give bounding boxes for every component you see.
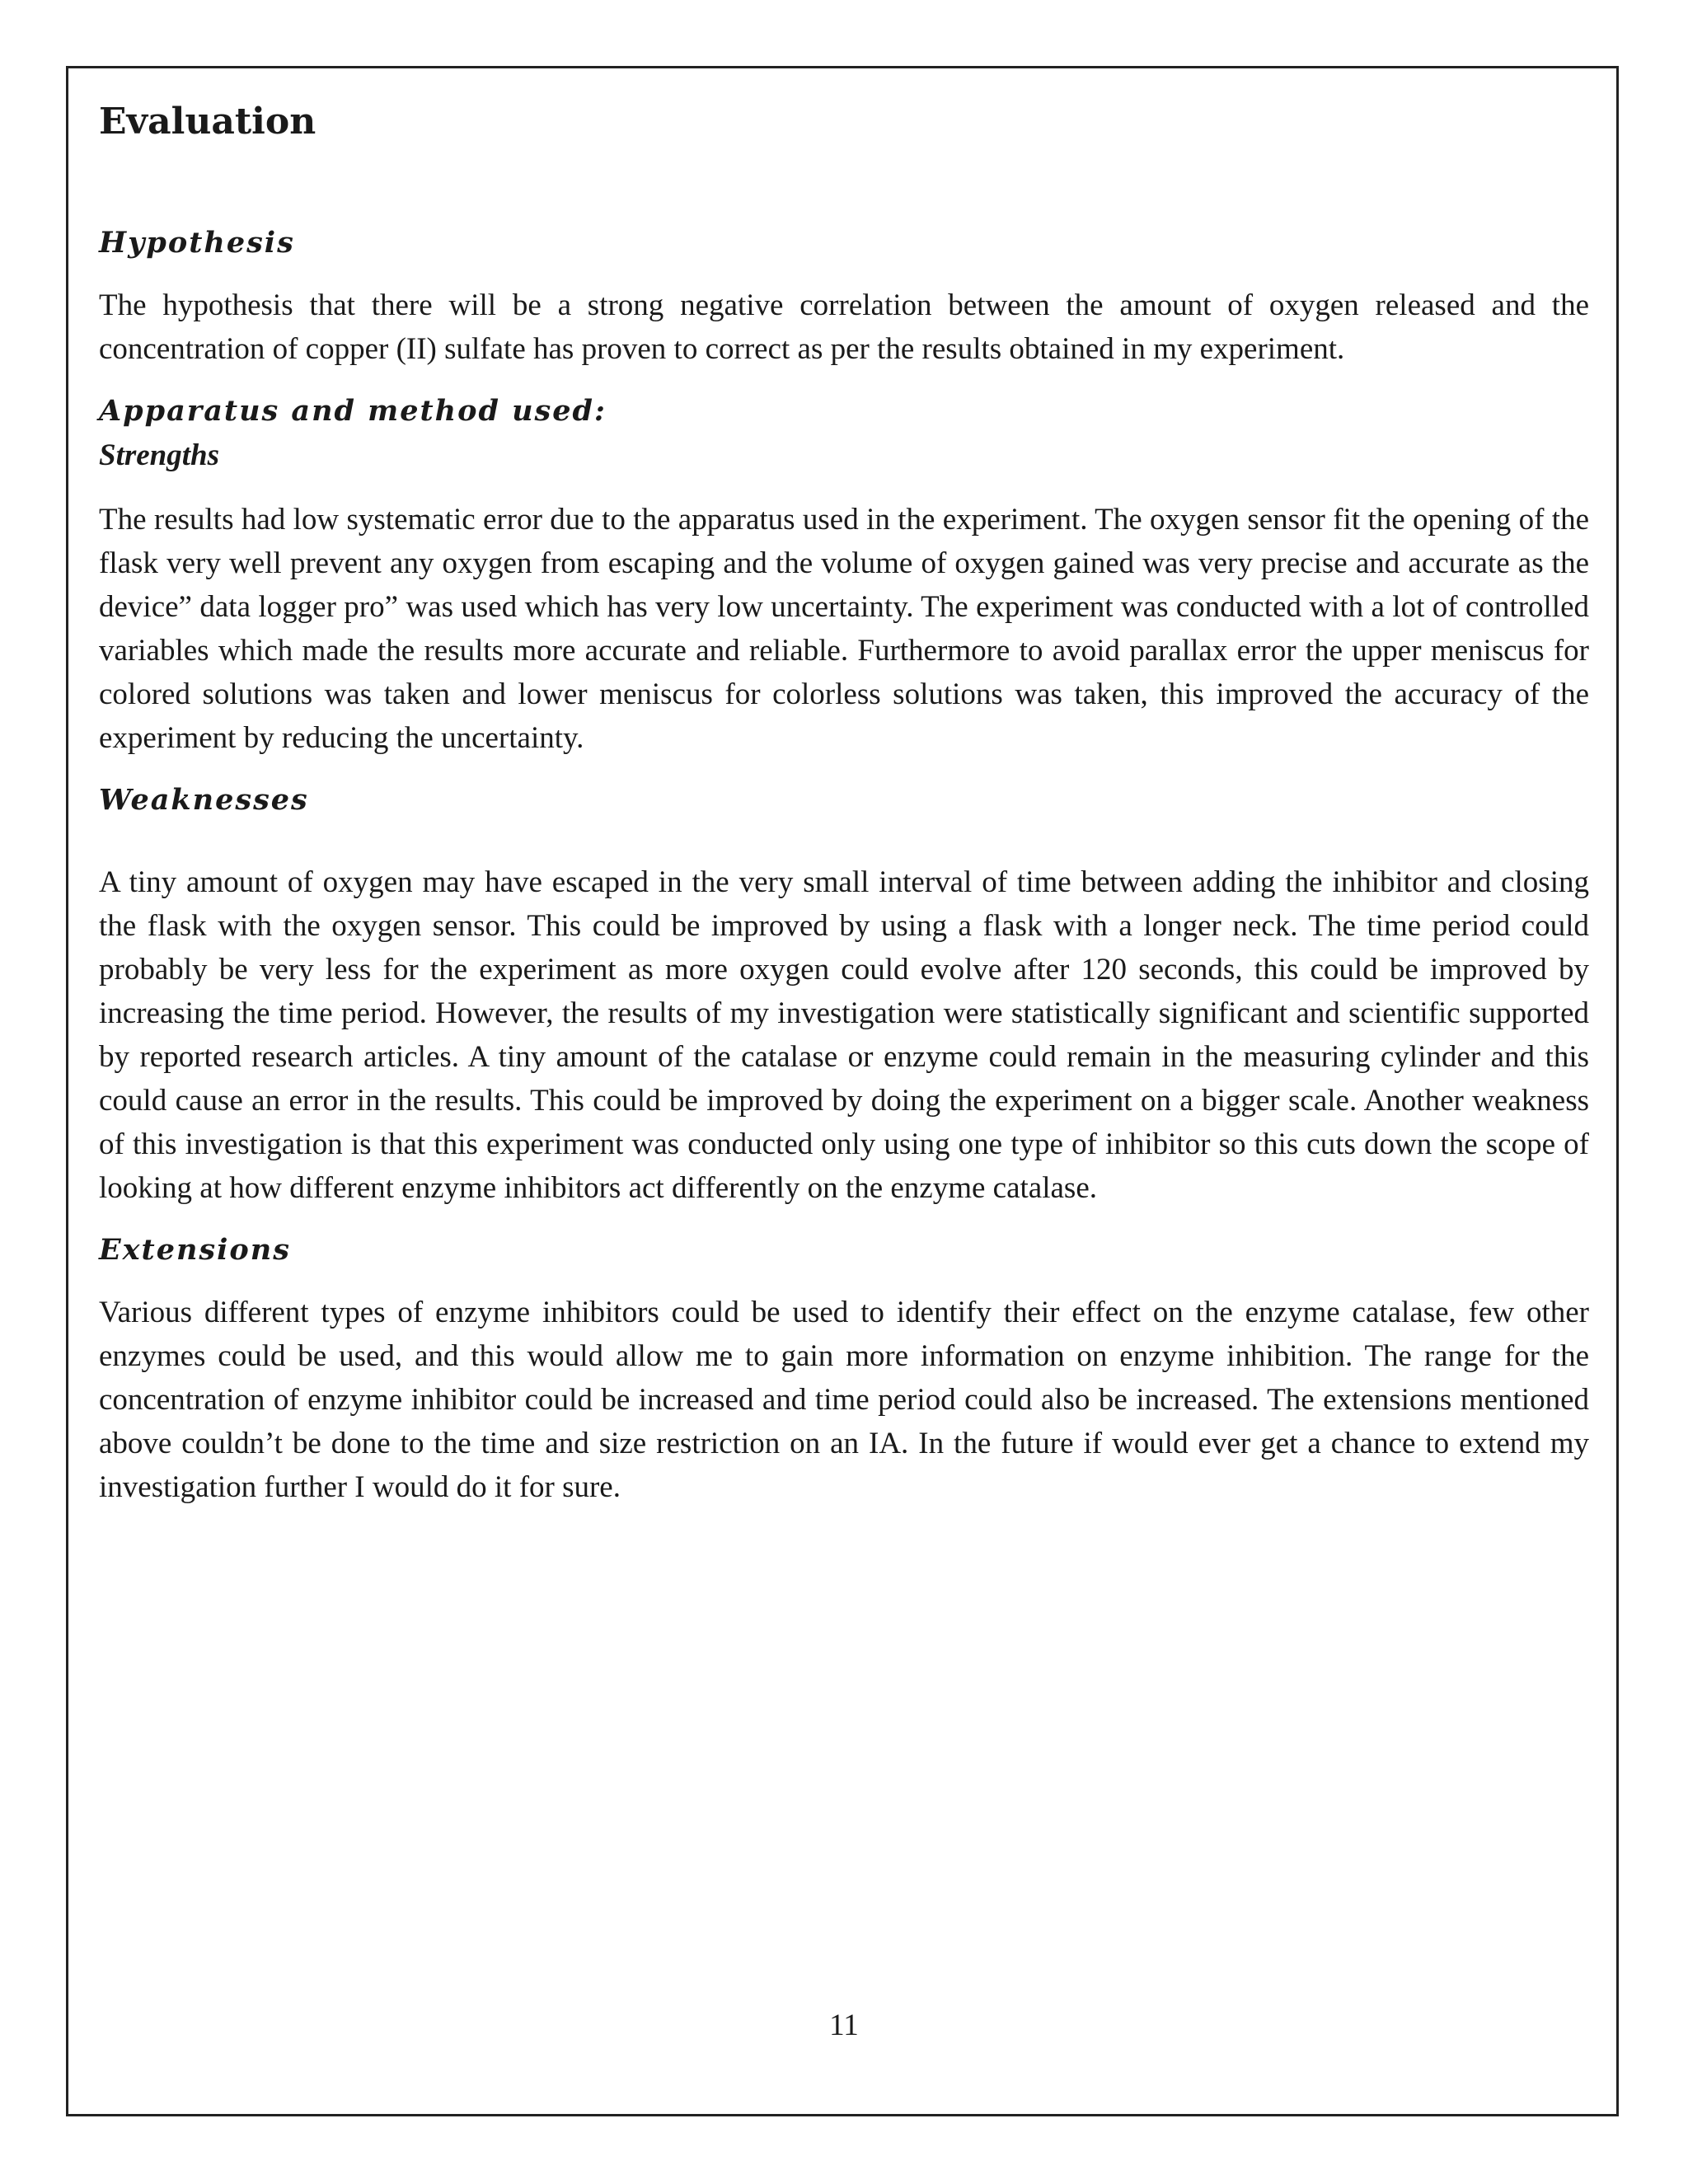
- page-content: [99, 91, 1589, 1509]
- page-number: 11: [829, 2008, 859, 2042]
- strengths-subheading: Strengths: [99, 438, 220, 472]
- hypothesis-heading: Hypothesis: [99, 226, 295, 260]
- hypothesis-paragraph: The hypothesis that there will be a strong negative correlation between the amount of oxygen released and the concentration of copper (II) sulfate has proven to correct as per the results obtained in my experiment.: [99, 288, 1589, 366]
- strengths-paragraph: The results had low systematic error due to the apparatus used in the experiment. The oxygen sensor fit the opening of the flask very well prevent any oxygen from escaping and the volume of oxygen gained was very precise and accurate as the device” data logger pro” was used which has very low uncertainty. The experiment was conducted with a lot of controlled variables which made the results more accurate and reliable. Furthermore to avoid parallax error the upper meniscus for colored solutions was taken and lower meniscus for colorless solutions was taken, this improved the accuracy of the experiment by reducing the uncertainty.: [99, 503, 1589, 755]
- apparatus-heading: Apparatus and method used:: [99, 394, 607, 428]
- extensions-paragraph: Various different types of enzyme inhibitors could be used to identify their effect on the enzyme catalase, few other enzymes could be used, and this would allow me to gain more information on enzyme inhibition. The range for the concentration of enzyme inhibitor could be increased and time period could also be increased. The extensions mentioned above couldn’t be done to the time and size restriction on an IA. In the future if would ever get a chance to extend my investigation further I would do it for sure.: [99, 1296, 1589, 1504]
- weaknesses-heading: Weaknesses: [99, 783, 309, 817]
- page-title: Evaluation: [99, 101, 316, 143]
- extensions-heading: Extensions: [99, 1233, 291, 1267]
- weaknesses-paragraph: A tiny amount of oxygen may have escaped in the very small interval of time between adding the inhibitor and closing the flask with the oxygen sensor. This could be improved by using a flask with a longer neck. The time period could probably be very less for the experiment as more oxygen could evolve after 120 seconds, this could be improved by increasing the time period. However, the results of my investigation were statistically significant and scientific supported by reported research articles. A tiny amount of the catalase or enzyme could remain in the measuring cylinder and this could cause an error in the results. This could be improved by doing the experiment on a bigger scale. Another weakness of this investigation is that this experiment was conducted only using one type of inhibitor so this cuts down the scope of looking at how different enzyme inhibitors act differently on the enzyme catalase.: [99, 865, 1589, 1205]
